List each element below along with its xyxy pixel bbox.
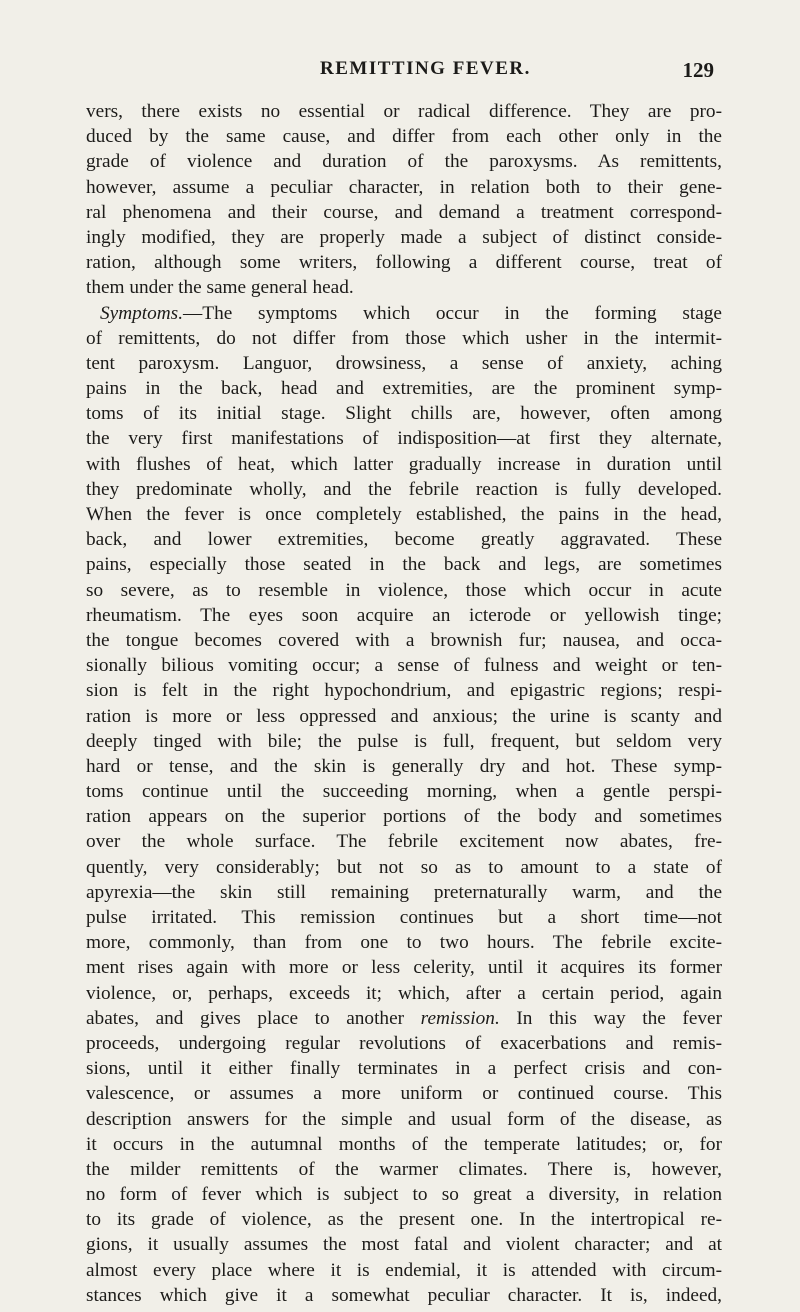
text-line: sionally bilious vomiting occur; a sense of fulness and weight or ten- <box>86 655 722 677</box>
text-line: deeply tinged with bile; the pulse is full, frequent, but seldom very <box>86 730 722 752</box>
text-line: ral phenomena and their course, and demand a treatment correspond- <box>86 201 722 223</box>
text-line: rheumatism. The eyes soon acquire an icterode or yellowish tinge; <box>86 604 722 626</box>
text-line: stances which give it a somewhat peculiar character. It is, indeed, <box>86 1284 722 1306</box>
text-line: duced by the same cause, and differ from each other only in the <box>86 126 722 148</box>
text-line: grade of violence and duration of the paroxysms. As remittents, <box>86 151 722 173</box>
text-line: pulse irritated. This remission continues but a short time—not <box>86 907 722 928</box>
text-line: ration is more or less oppressed and anxious; the urine is scanty and <box>86 705 722 727</box>
text-line: the milder remittents of the warmer climates. There is, however, <box>86 1158 722 1180</box>
text-line: back, and lower extremities, become greatly aggravated. These <box>86 529 722 551</box>
page-number: 129 <box>682 58 714 82</box>
text-line: sions, until it either finally terminates in a perfect crisis and con- <box>86 1058 722 1080</box>
text-line: hard or tense, and the skin is generally dry and hot. These symp- <box>86 755 722 777</box>
text-line: apyrexia—the skin still remaining preternaturally warm, and the <box>86 881 722 903</box>
text-line: more, commonly, than from one to two hours. The febrile excite- <box>86 932 722 954</box>
text-line: vers, there exists no essential or radical difference. They are pro- <box>86 101 722 122</box>
running-head-title: REMITTING FEVER. <box>320 58 531 79</box>
emphasis-remission: remission. <box>420 1007 500 1029</box>
text-line: the very first manifestations of indisposition—at first they alternate, <box>86 428 722 450</box>
text-line: valescence, or assumes a more uniform or continued course. This <box>86 1083 722 1105</box>
text-line: they predominate wholly, and the febrile reaction is fully developed. <box>86 478 722 500</box>
text-line: of remittents, do not differ from those which usher in the intermit- <box>86 327 722 349</box>
text-line: sion is felt in the right hypochondrium, and epigastric regions; respi- <box>86 680 722 702</box>
text-line: proceeds, undergoing regular revolutions of exacerbations and remis- <box>86 1032 722 1054</box>
text-fragment: —The symptoms which occur in the forming stage <box>183 302 722 324</box>
text-line: description answers for the simple and usual form of the disease, as <box>86 1108 722 1130</box>
text-fragment: In this way the fever <box>499 1007 722 1029</box>
text-line: so severe, as to resemble in violence, those which occur in acute <box>86 579 722 601</box>
text-line: quently, very considerably; but not so as to amount to a state of <box>86 856 722 878</box>
text-line: ment rises again with more or less celerity, until it acquires its former <box>86 957 722 979</box>
text-line: gions, it usually assumes the most fatal and violent character; and at <box>86 1234 722 1256</box>
text-line: them under the same general head. <box>86 277 354 299</box>
body-text <box>86 99 722 1308</box>
text-line: toms of its initial stage. Slight chills are, however, often among <box>86 403 722 425</box>
text-line: tent paroxysm. Languor, drowsiness, a sense of anxiety, aching <box>86 352 722 374</box>
text-line: no form of fever which is subject to so great a diversity, in relation <box>86 1184 722 1206</box>
text-line: over the whole surface. The febrile excitement now abates, fre- <box>86 831 722 853</box>
text-line: pains in the back, head and extremities, are the prominent symp- <box>86 378 722 400</box>
text-line: almost every place where it is endemial, it is attended with circum- <box>86 1259 722 1281</box>
text-line: pains, especially those seated in the back and legs, are sometimes <box>86 554 722 576</box>
text-line: it occurs in the autumnal months of the temperate latitudes; or, for <box>86 1133 722 1155</box>
text-fragment: abates, and gives place to another <box>86 1007 405 1029</box>
text-line: toms continue until the succeeding morning, when a gentle perspi- <box>86 781 722 803</box>
text-line: ration, although some writers, following a different course, treat of <box>86 252 722 274</box>
text-line: ration appears on the superior portions of the body and sometimes <box>86 806 722 828</box>
running-head <box>0 58 800 84</box>
text-line: When the fever is once completely established, the pains in the head, <box>86 504 722 525</box>
text-line <box>86 1006 722 1031</box>
text-line: however, assume a peculiar character, in relation both to their gene- <box>86 176 722 198</box>
text-line: with flushes of heat, which latter gradually increase in duration until <box>86 453 722 475</box>
text-line: violence, or, perhaps, exceeds it; which, after a certain period, again <box>86 982 722 1004</box>
section-heading-symptoms: Symptoms. <box>100 302 184 324</box>
text-line: ingly modified, they are properly made a subject of distinct conside- <box>86 226 722 248</box>
paragraph-start <box>86 301 722 326</box>
text-line: to its grade of violence, as the present one. In the intertropical re- <box>86 1209 722 1231</box>
text-line: the tongue becomes covered with a brownish fur; nausea, and occa- <box>86 629 722 651</box>
